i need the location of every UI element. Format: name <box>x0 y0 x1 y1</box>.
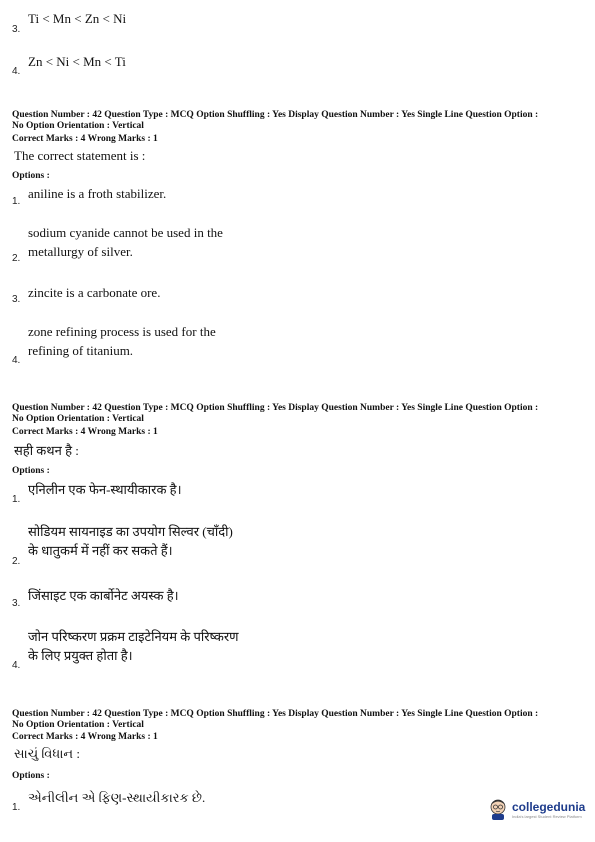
brand-text <box>512 800 585 819</box>
option-text <box>28 480 182 499</box>
question-text: The correct statement is : <box>14 148 146 163</box>
option-number: 1. <box>12 196 21 207</box>
question-meta <box>12 110 538 132</box>
meta-line: Question Number : 42 Question Type : MCQ Option Shuffling : Yes Display Question Number : Yes Single Line Question Option : <box>12 709 539 719</box>
option-line: एनिलीन एक फेन-स्थायीकारक है। <box>28 482 182 497</box>
meta-line: Question Number : 42 Question Type : MCQ Option Shuffling : Yes Display Question Number : Yes Single Line Question Option : <box>12 110 539 120</box>
meta-line: No Option Orientation : Vertical <box>12 121 144 131</box>
option-line: सोडियम सायनाइड का उपयोग सिल्वर (चाँदी) <box>28 524 233 539</box>
option-number: 2. <box>12 556 21 567</box>
meta-line: No Option Orientation : Vertical <box>12 414 144 424</box>
marks-line: Correct Marks : 4 Wrong Marks : 1 <box>12 427 158 437</box>
option-line: metallurgy of silver. <box>28 244 133 259</box>
brand-tagline: India's largest Student Review Platform <box>512 813 582 819</box>
option-text <box>28 788 205 807</box>
option-number: 3. <box>12 598 21 609</box>
option-line: zone refining process is used for the <box>28 324 216 339</box>
question-meta <box>12 709 538 731</box>
option-number: 4. <box>12 660 21 671</box>
option-number: 1. <box>12 494 21 505</box>
question-meta <box>12 403 538 425</box>
question-text: સાચું વિધાન : <box>14 746 80 761</box>
option-line: के लिए प्रयुक्त होता है। <box>28 648 133 663</box>
option-number: 1. <box>12 802 21 813</box>
option-line: के धातुकर्म में नहीं कर सकते हैं। <box>28 543 173 558</box>
option-text <box>28 322 216 360</box>
option-text <box>28 184 166 203</box>
option-line: जिंसाइट एक कार्बोनेट अयस्क है। <box>28 588 179 603</box>
options-label: Options : <box>12 171 50 181</box>
options-label: Options : <box>12 466 50 476</box>
option-text <box>28 586 179 605</box>
student-avatar-icon <box>488 798 508 820</box>
option-line: zincite is a carbonate ore. <box>28 285 161 300</box>
option-text <box>28 283 160 302</box>
option-number: 4. <box>12 355 21 366</box>
brand-name: collegedunia <box>512 799 586 814</box>
option-number: 3. <box>12 294 21 305</box>
option-text: Ti < Mn < Zn < Ni <box>28 11 127 26</box>
option-number: 3. <box>12 24 21 35</box>
brand-logo <box>488 798 585 820</box>
option-line: sodium cyanide cannot be used in the <box>28 225 223 240</box>
question-text: सही कथन है : <box>14 443 79 458</box>
option-number: 2. <box>12 253 21 264</box>
meta-line: Question Number : 42 Question Type : MCQ Option Shuffling : Yes Display Question Number : Yes Single Line Question Option : <box>12 403 539 413</box>
marks-line: Correct Marks : 4 Wrong Marks : 1 <box>12 732 158 742</box>
option-line: जोन परिष्करण प्रक्रम टाइटेनियम के परिष्करण <box>28 629 239 644</box>
option-text: Zn < Ni < Mn < Ti <box>28 54 126 69</box>
option-number: 4. <box>12 66 21 77</box>
option-line: refining of titanium. <box>28 343 134 358</box>
option-text <box>28 223 223 261</box>
option-text <box>28 627 239 665</box>
option-line: એનીલીન એ ફિણ-સ્થાયીકારક છે. <box>28 790 206 805</box>
meta-line: No Option Orientation : Vertical <box>12 720 144 730</box>
option-text <box>28 522 233 560</box>
marks-line: Correct Marks : 4 Wrong Marks : 1 <box>12 134 158 144</box>
options-label: Options : <box>12 771 50 781</box>
option-line: aniline is a froth stabilizer. <box>28 186 167 201</box>
